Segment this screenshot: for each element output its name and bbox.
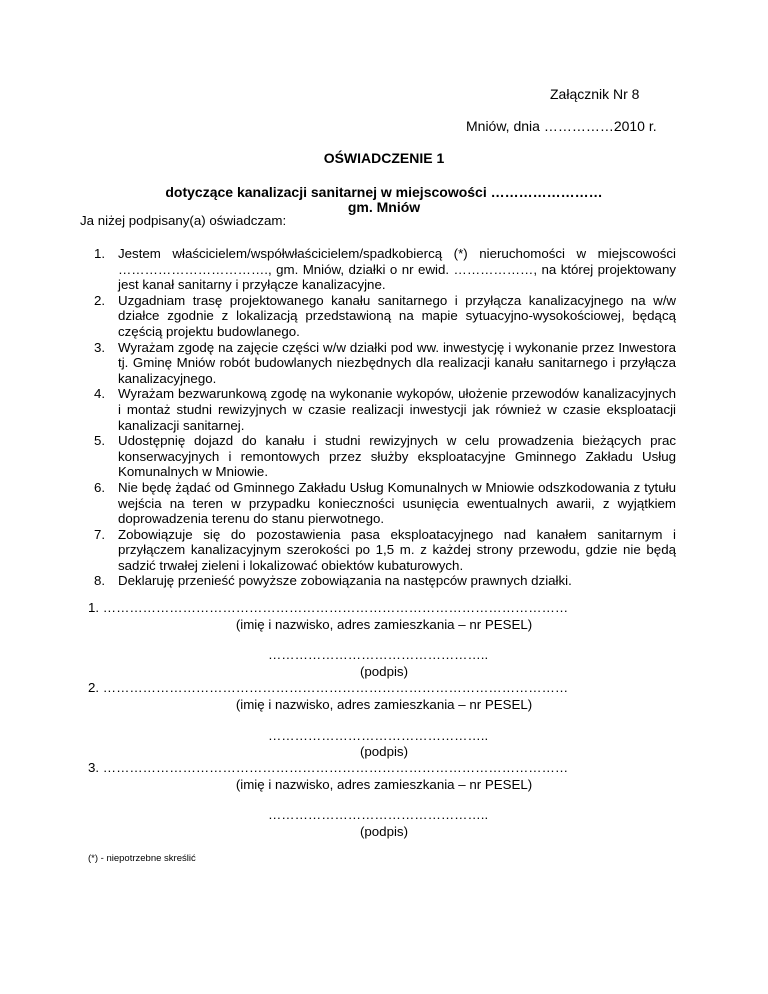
document-subtitle-line-2: gm. Mniów	[347, 199, 421, 215]
item-number: 1.	[94, 246, 106, 261]
item-number: 6.	[94, 479, 106, 495]
annex-label: Załącznik Nr 8	[550, 86, 640, 102]
document-subtitle-line-1: dotyczące kanalizacji sanitarnej w miejscowości ……………………	[165, 184, 603, 200]
declaration-list	[94, 246, 676, 589]
declaration-item	[94, 386, 676, 433]
item-text: Jestem właścicielem/współwłaścicielem/spadkobiercą (*) nieruchomości w miejscowości ……………………………., gm. Mniów, działki o nr ewid. ………………, na której projektowany jest kanał sanitarny i przyłącze kanalizacyjne.	[118, 246, 676, 293]
document-title: OŚWIADCZENIE 1	[323, 150, 445, 166]
signatory-3-caption: (imię i nazwisko, adres zamieszkania – nr PESEL)	[235, 777, 533, 792]
item-text: Zobowiązuje się do pozostawienia pasa eksploatacyjnego nad kanałem sanitarnym i przyłączem kanalizacyjnym szerokości po 1,5 m. z każdej strony przewodu, gdzie nie będą sadzić trwałej zieleni i lokalizować obiektów kubaturowych.	[118, 526, 676, 573]
item-number: 5.	[94, 433, 106, 449]
declaration-item	[94, 339, 676, 387]
signature-3-line: …………………………………………..	[268, 807, 489, 822]
declaration-item	[94, 526, 676, 574]
date-line: Mniów, dnia ……………2010 r.	[466, 118, 657, 134]
intro-text: Ja niżej podpisany(a) oświadczam:	[80, 213, 287, 228]
declaration-item	[94, 292, 676, 340]
item-text: Wyrażam bezwarunkową zgodę na wykonanie wykopów, ułożenie przewodów kanalizacyjnych i montaż studni rewizyjnych w czasie realizacji inwestycji jak również w czasie eksploatacji kanalizacji sanitarnej.	[118, 386, 676, 433]
item-text: Nie będę żądać od Gminnego Zakładu Usług Komunalnych w Mniowie odszkodowania z tytułu wejścia na teren w przypadku konieczności usunięcia ewentualnych awarii, z wyjątkiem doprowadzenia terenu do stanu pierwotnego.	[118, 479, 676, 527]
declaration-item	[94, 246, 676, 293]
item-text: Deklaruję przenieść powyższe zobowiązania na następców prawnych działki.	[118, 573, 572, 589]
signatory-1-caption: (imię i nazwisko, adres zamieszkania – nr PESEL)	[235, 617, 533, 632]
item-number: 3.	[94, 339, 106, 355]
signature-2-caption: (podpis)	[359, 744, 409, 759]
footnote: (*) - niepotrzebne skreślić	[88, 853, 196, 864]
signature-2-line: …………………………………………..	[268, 728, 489, 743]
item-number: 8.	[94, 573, 106, 589]
signature-3-caption: (podpis)	[359, 824, 409, 839]
signatory-2-line: 2. ……………………………………………………………………………………………	[88, 680, 569, 695]
item-number: 2.	[94, 292, 106, 308]
declaration-item	[94, 479, 676, 527]
signatory-2-caption: (imię i nazwisko, adres zamieszkania – nr PESEL)	[235, 697, 533, 712]
signature-1-line: …………………………………………..	[268, 647, 489, 662]
item-number: 4.	[94, 386, 106, 402]
item-text: Udostępnię dojazd do kanału i studni rewizyjnych w celu prowadzenia bieżących prac konserwacyjnych i remontowych przez służby eksploatacyjne Gminnego Zakładu Usług Komunalnych w Mniowie.	[118, 433, 676, 480]
signature-1-caption: (podpis)	[359, 664, 409, 679]
signatory-3-line: 3. ……………………………………………………………………………………………	[88, 760, 569, 775]
item-text: Uzgadniam trasę projektowanego kanału sanitarnego i przyłącza kanalizacyjnego na w/w działce zgodnie z lokalizacją przedstawioną na mapie sytuacyjno-wysokościowej, będącą częścią projektu budowlanego.	[118, 292, 676, 339]
item-number: 7.	[94, 526, 106, 542]
declaration-item	[94, 433, 676, 480]
item-text: Wyrażam zgodę na zajęcie części w/w działki pod ww. inwestycję i wykonanie przez Inwestora tj. Gminę Mniów robót budowlanych niezbędnych dla realizacji kanału sanitarnego i przyłącza kanalizacyjnego.	[118, 339, 676, 386]
signatory-1-line: 1. ……………………………………………………………………………………………	[88, 600, 569, 615]
declaration-item	[94, 573, 676, 589]
